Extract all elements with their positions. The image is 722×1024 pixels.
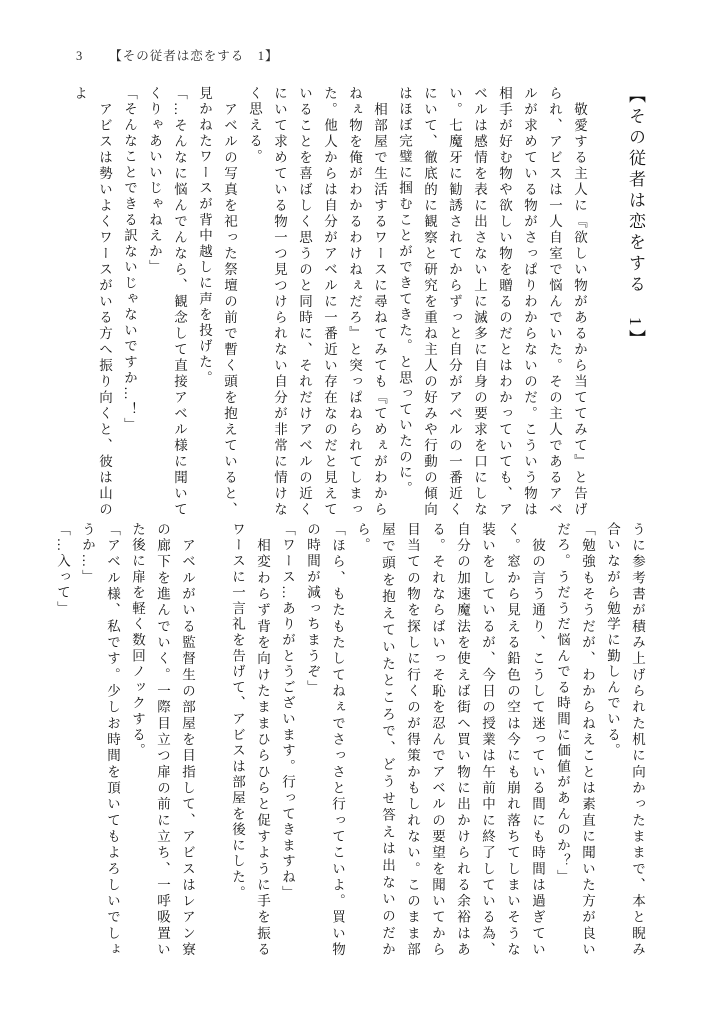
paragraph: 相部屋で生活するワースに尋ねてみても『てめぇがわからねぇ物を俺がわかるわけねぇだろ』と突っぱねられてしまった。他人からは自分がアベルに一番近い存在なのだと見えていることを喜ばしく思うのと同時に、それだけアベルの近くにいて求めている物一つ見つけられない自分が非常に情けなく思える。 [247,86,387,518]
paragraph: 彼の言う通り、こうして迷っている間にも時間は過ぎていく。窓から見える鉛色の空は今にも崩れ落ちてしまいそうな装いをしているが、今日の授業は午前中に終了している為、自分の加速魔法を使えば街へ買い物に出かけられる余裕はある。それならばいっそ恥を忍んでアベルの要望を聞いてから目当ての物を探しに行くのが得策かもしれない。このまま部屋で頭を抱えていたところで、どうせ答えは出ないのだから。 [355,522,545,958]
paragraph: アベルの写真を祀った祭壇の前で暫く頭を抱えていると、見かねたワースが背中越しに声を投げた。 [197,86,237,518]
dialogue-line: 「勉強もそうだが、わからねえことは素直に聞いた方が良いだろ。うだうだ悩んでる時間に価値があんのか？」 [555,522,595,958]
dialogue-line: 「そんなことできる訳ないじゃないですか…！」 [122,86,137,434]
paragraph: アベルがいる監督生の部屋を目指して、アビスはレアン寮の廊下を進んでいく。一際目立つ扉の前に立ち、一呼吸置いた後に扉を軽く数回ノックする。 [130,522,195,958]
running-title: 【その従者は恋をする 1】 [109,49,279,63]
dialogue-line: 「…そんなに悩んでんなら、観念して直接アベル様に聞いてくりゃあいいじゃねえか」 [147,86,187,518]
paragraph: 相変わらず背を向けたままひらひらと促すように手を振るワースに一言礼を告げて、アビスは部屋を後にした。 [230,522,270,958]
text-block-upper [72,86,650,518]
paragraph: アビスは勢いよくワースがいる方へ振り向くと、彼は山のよ [72,86,112,518]
text-block-lower [55,522,650,958]
paragraph: うに参考書が積み上げられた机に向かったままで、本と睨み合いながら勉学に勤しんでいる。 [605,522,645,958]
running-header [76,46,279,64]
dialogue-line: 「…入って」 [55,522,70,617]
scene-break [200,522,225,958]
chapter-title: 【その従者は恋をする 1】 [626,86,645,351]
dialogue-line: 「アベル様、私です。少しお時間を頂いてもよろしいでしょうか…」 [80,522,120,958]
dialogue-line: 「ほら、もたもたしてねぇでさっさと行ってこいよ。買い物の時間が減っちまうぞ」 [305,522,345,958]
page-number: 3 [76,49,84,63]
dialogue-line: 「ワース…ありがとうございます。行ってきますね」 [280,522,295,902]
paragraph: 敬愛する主人に『欲しい物があるから当ててみて』と告げられ、アビスは一人自室で悩んでいた。その主人であるアベルが求めている物がさっぱりわからないのだ。こういう物は相手が好む物や欲しい物を贈るのだとはわかっていても、アベルは感情を表に出さない上に滅多に自身の要求を口にしない。七魔牙に勧誘されてからずっと自分がアベルの一番近くにいて、徹底的に観察と研究を重ね主人の好みや行動の傾向はほぼ完璧に掴むことができてきた。と思っていたのに。 [397,86,587,518]
